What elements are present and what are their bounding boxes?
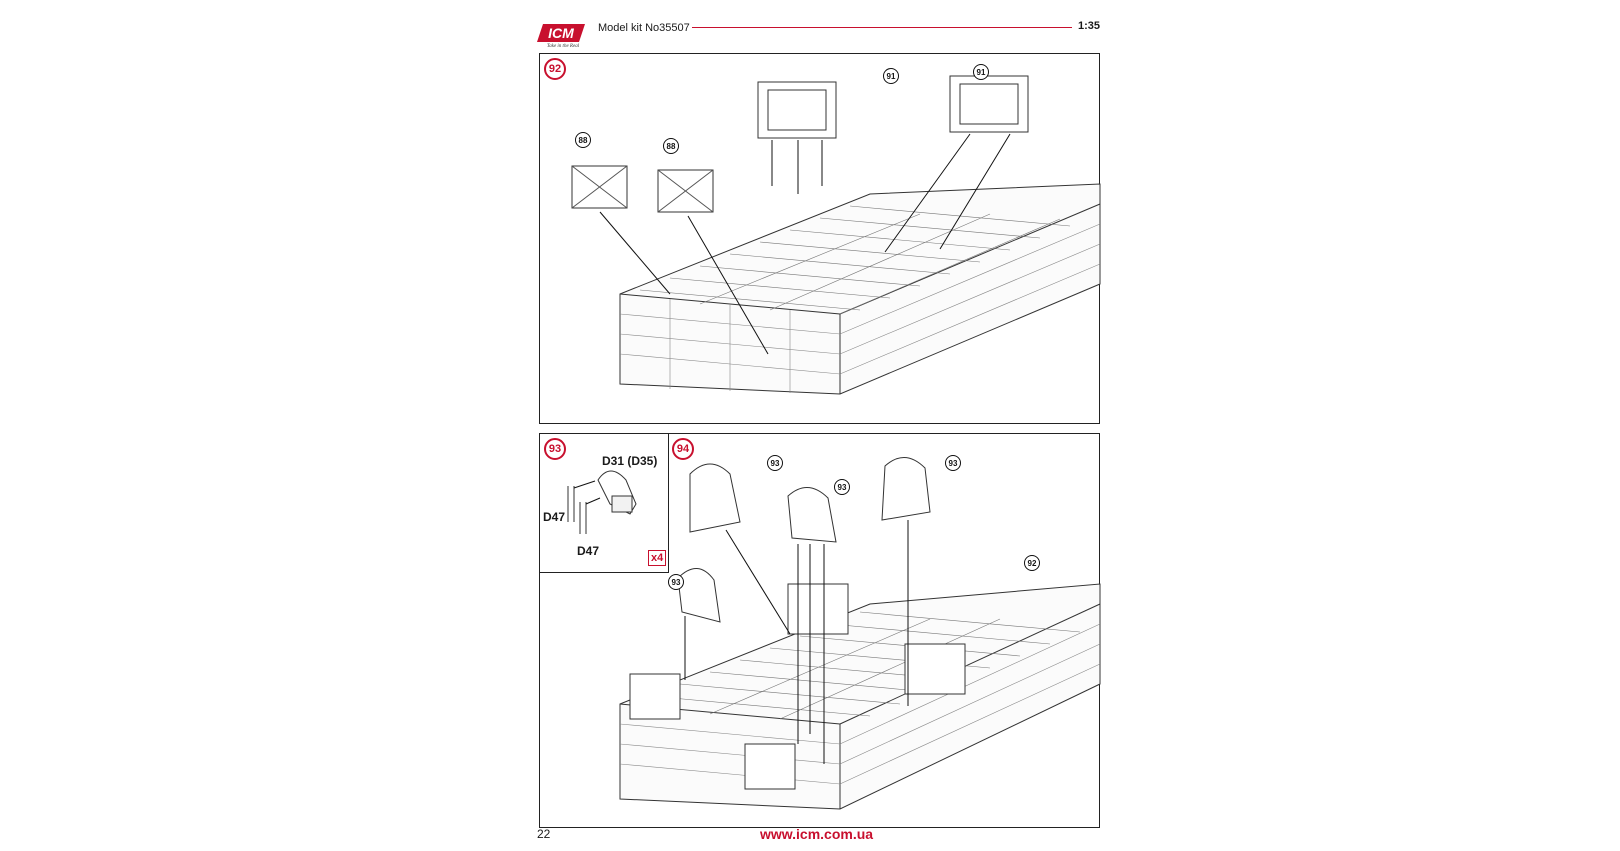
part-label-d31: D31 (D35) [602, 454, 658, 468]
website-link[interactable]: www.icm.com.ua [760, 826, 874, 842]
callout-88-a: 88 [575, 132, 591, 148]
step-number-badge: 93 [544, 438, 566, 460]
step-number-badge: 92 [544, 58, 566, 80]
brand-slogan: Take in the Real [546, 44, 580, 48]
callout-92: 92 [1024, 555, 1040, 571]
step-93-panel [539, 433, 669, 573]
part-label-d47-bottom: D47 [577, 544, 600, 558]
quantity-badge: x4 [648, 550, 666, 566]
kit-title: Model kit No35507 [598, 22, 690, 34]
callout-91-a: 91 [883, 68, 899, 84]
step-92-diagram [540, 54, 1101, 425]
brand-name: ICM [548, 25, 574, 41]
callout-93-a: 93 [767, 455, 783, 471]
page-number: 22 [537, 827, 551, 841]
callout-93-c: 93 [945, 455, 961, 471]
callout-93-b: 93 [834, 479, 850, 495]
step-92-panel [539, 53, 1100, 424]
callout-93-d: 93 [668, 574, 684, 590]
header-rule [692, 27, 1072, 28]
icm-logo [533, 20, 589, 48]
callout-88-b: 88 [663, 138, 679, 154]
part-label-d47-left: D47 [543, 510, 566, 524]
step-number-badge: 94 [672, 438, 694, 460]
callout-91-b: 91 [973, 64, 989, 80]
scale-label: 1:35 [1078, 20, 1101, 32]
